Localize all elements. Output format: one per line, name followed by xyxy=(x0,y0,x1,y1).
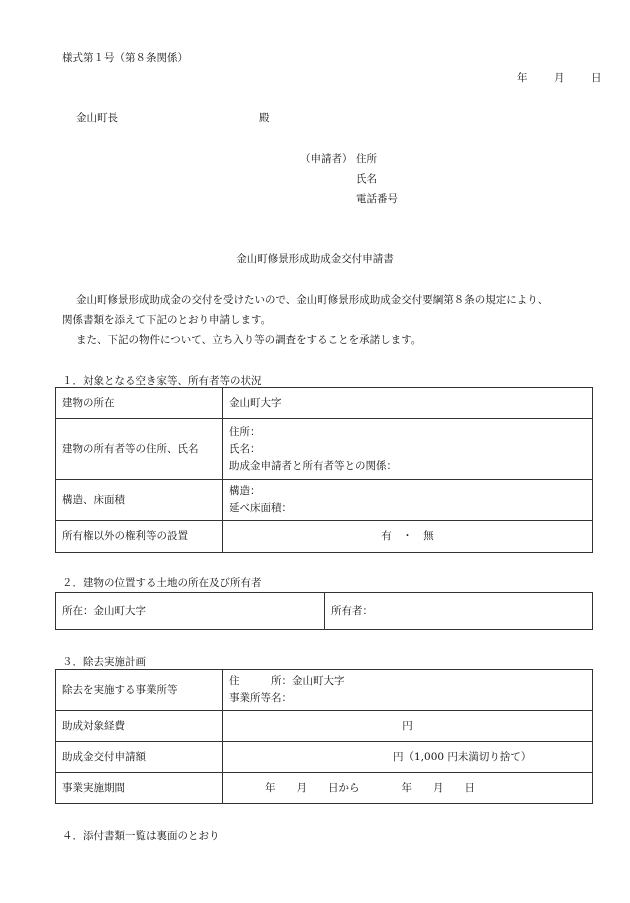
period-label: 事業実施期間 xyxy=(56,773,223,804)
owner-cell xyxy=(223,419,593,480)
body-paragraph-1-line-1: 金山町修景形成助成金の交付を受けたいので、金山町修景形成助成金交付要綱第８条の規定により、 xyxy=(76,294,549,306)
table-row xyxy=(56,388,593,419)
cost-value: 円 xyxy=(223,711,593,742)
table-row xyxy=(56,773,593,804)
owner-relation: 助成金申請者と所有者等との関係： xyxy=(229,459,397,472)
period-value: 年 月 日から 年 月 日 xyxy=(223,773,593,804)
owner-name: 氏名： xyxy=(229,442,261,455)
owner-label: 建物の所有者等の住所、氏名 xyxy=(56,419,223,480)
office-address: 住 所：金山町大字 xyxy=(229,675,345,687)
section-4-heading: ４．添付書類一覧は裏面のとおり xyxy=(62,830,220,842)
section-3-table xyxy=(55,669,593,804)
form-number: 様式第１号（第８条関係） xyxy=(62,52,188,64)
document-title: 金山町修景形成助成金交付申請書 xyxy=(236,253,394,265)
date-day: 日 xyxy=(591,72,602,84)
table-row xyxy=(56,670,593,711)
section-3-heading: ３．除去実施計画 xyxy=(62,656,146,668)
floor-area: 延べ床面積： xyxy=(229,502,292,514)
table-row xyxy=(56,419,593,480)
date-month: 月 xyxy=(554,72,565,84)
office-name: 事業所等名： xyxy=(229,692,292,704)
section-2-heading: ２．建物の位置する土地の所在及び所有者 xyxy=(62,577,262,589)
amount-value: 円（1,000 円未満切り捨て） xyxy=(223,742,593,773)
land-owner: 所有者： xyxy=(325,593,593,630)
rights-label: 所有権以外の権利等の設置 xyxy=(56,521,223,553)
section-1-table xyxy=(55,387,593,553)
table-row xyxy=(56,521,593,553)
table-row xyxy=(56,593,593,630)
applicant-phone-label: 電話番号 xyxy=(356,193,398,205)
office-cell xyxy=(223,670,593,711)
amount-label: 助成金交付申請額 xyxy=(56,742,223,773)
office-label: 除去を実施する事業所等 xyxy=(56,670,223,711)
section-1-heading: １．対象となる空き家等、所有者等の状況 xyxy=(62,375,262,387)
structure-label: 構造、床面積 xyxy=(56,480,223,521)
table-row xyxy=(56,480,593,521)
owner-address: 住所： xyxy=(229,425,261,438)
location-label: 建物の所在 xyxy=(56,388,223,419)
addressee-honorific: 殿 xyxy=(259,112,270,124)
applicant-label: （申請者） xyxy=(300,153,353,165)
body-paragraph-1-line-2: 関係書類を添えて下記のとおり申請します。 xyxy=(62,314,272,326)
table-row xyxy=(56,742,593,773)
table-row xyxy=(56,711,593,742)
addressee-name: 金山町長 xyxy=(76,112,118,124)
body-paragraph-2: また、下記の物件について、立ち入り等の調査をすることを承諾します。 xyxy=(76,334,422,346)
section-2-table xyxy=(55,592,593,630)
location-value: 金山町大字 xyxy=(223,388,593,419)
cost-label: 助成対象経費 xyxy=(56,711,223,742)
structure-cell xyxy=(223,480,593,521)
applicant-address-label: 住所 xyxy=(356,153,377,165)
date-year: 年 xyxy=(517,72,528,84)
structure-value: 構造： xyxy=(229,485,261,497)
land-location: 所在：金山町大字 xyxy=(56,593,325,630)
rights-value: 有 ・ 無 xyxy=(223,521,593,553)
applicant-name-label: 氏名 xyxy=(356,173,377,185)
